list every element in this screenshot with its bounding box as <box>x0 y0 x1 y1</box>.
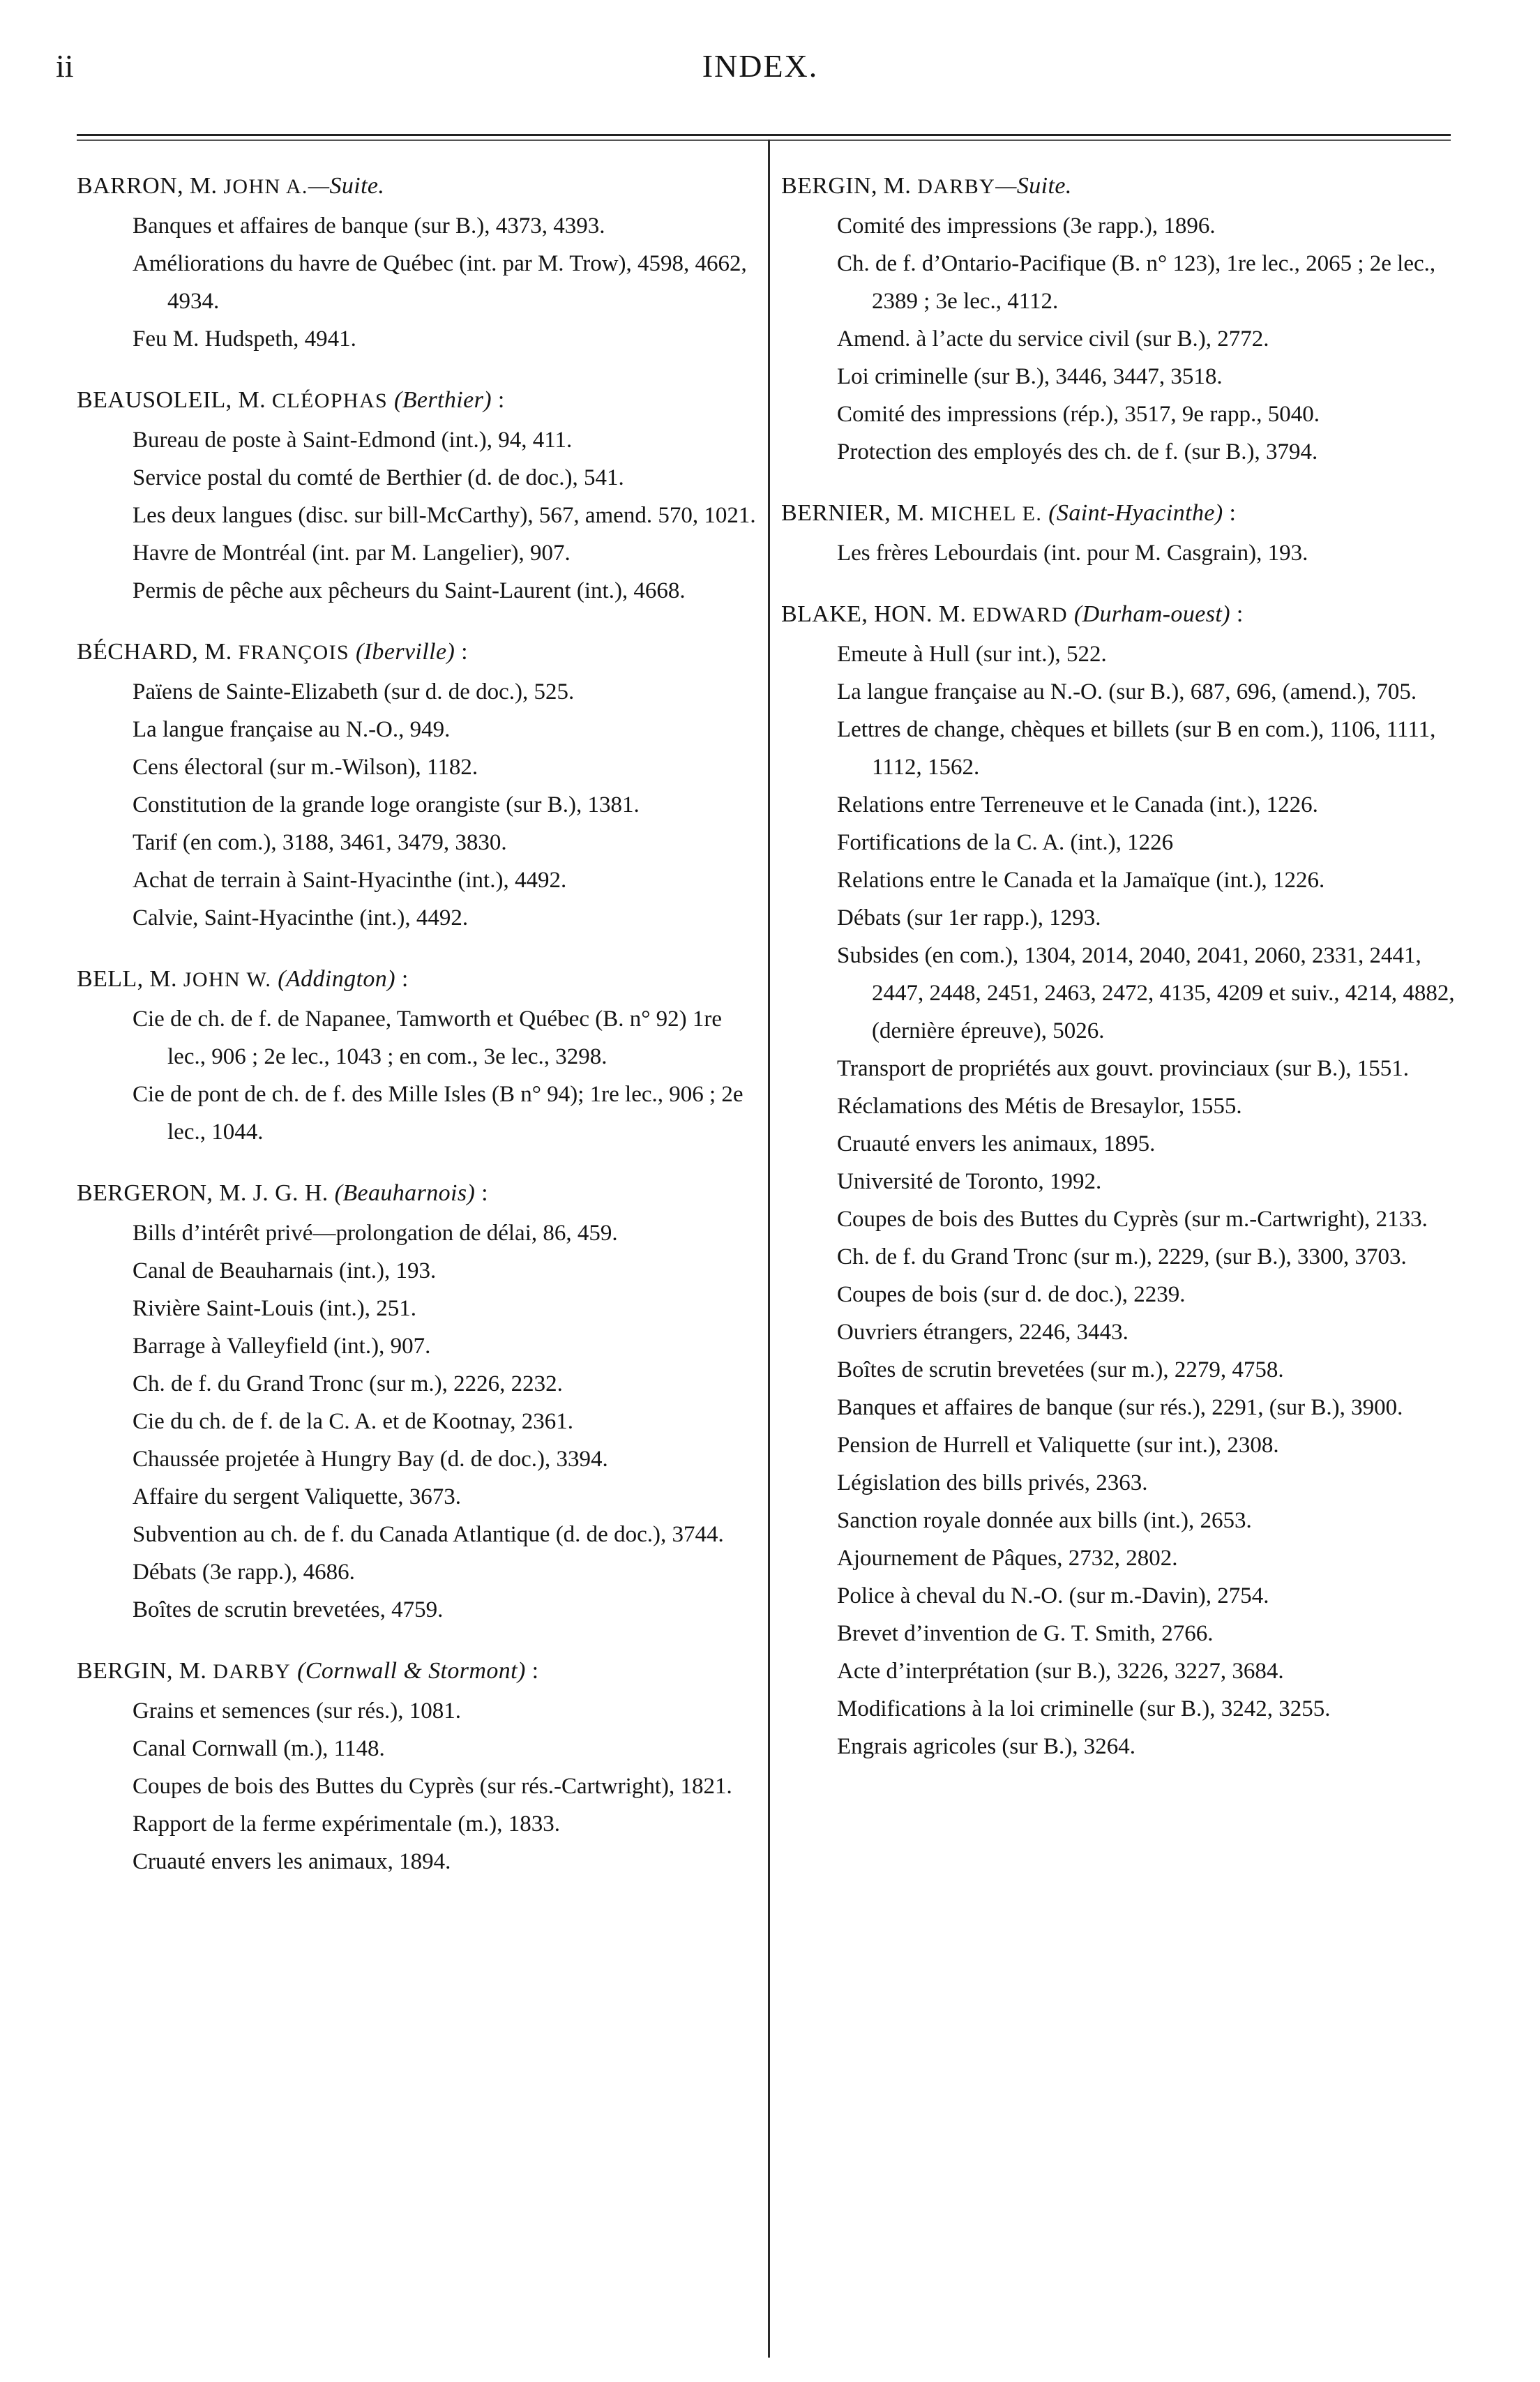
entry-subitem: Emeute à Hull (sur int.), 522. <box>837 642 1107 667</box>
entry-subitem: Affaire du sergent Valiquette, 3673. <box>133 1484 462 1509</box>
entry-subitem: Coupes de bois (sur d. de doc.), 2239. <box>837 1282 1186 1307</box>
entry-colon: : <box>475 1180 488 1206</box>
column-divider <box>768 140 770 2358</box>
entry-subitem: Cie du ch. de f. de la C. A. et de Kootnay, 2361. <box>133 1409 574 1434</box>
index-entry <box>77 633 757 937</box>
entry-subitem: Amend. à l’acte du service civil (sur B.), 2772. <box>837 326 1269 352</box>
entry-subitem: Achat de terrain à Saint-Hyacinthe (int.), 4492. <box>133 868 567 893</box>
entry-heading <box>781 495 1461 533</box>
entry-name: BERGIN, M. <box>781 173 918 199</box>
entry-subitem: Calvie, Saint-Hyacinthe (int.), 4492. <box>133 905 469 930</box>
entry-subitem: La langue française au N.-O., 949. <box>133 717 451 742</box>
entry-subitem: Boîtes de scrutin brevetées, 4759. <box>133 1597 444 1622</box>
entry-subitem: Pension de Hurrell et Valiquette (sur int.), 2308. <box>837 1433 1279 1458</box>
entry-subitem: Subsides (en com.), 1304, 2014, 2040, 2041, 2060, 2331, 2441, 2447, 2448, 2451, 2463, 2472, 4135, 4209 et suiv., 4214, 4882, (dernière épreuve), 5026. <box>837 943 1455 1043</box>
entry-name: BERGIN, M. <box>77 1658 213 1684</box>
entry-subitem: Brevet d’invention de G. T. Smith, 2766. <box>837 1621 1214 1646</box>
entry-heading <box>781 167 1461 206</box>
entry-first-name: DARBY <box>213 1660 292 1683</box>
entry-first-name: MICHEL E. <box>930 502 1043 525</box>
entry-subitem: Païens de Sainte-Elizabeth (sur d. de doc.), 525. <box>133 679 575 704</box>
entry-first-name: JOHN A. <box>223 175 308 198</box>
entry-first-name: FRANÇOIS <box>238 641 350 664</box>
entry-subitem: Coupes de bois des Buttes du Cyprès (sur m.-Cartwright), 2133. <box>837 1207 1428 1232</box>
entry-subitem: Fortifications de la C. A. (int.), 1226 <box>837 830 1174 855</box>
entry-subitem: Relations entre Terreneuve et le Canada (int.), 1226. <box>837 792 1318 817</box>
entry-subitem: Sanction royale donnée aux bills (int.), 2653. <box>837 1508 1252 1533</box>
entry-subitem: Constitution de la grande loge orangiste (sur B.), 1381. <box>133 792 640 817</box>
entry-heading <box>77 1175 757 1213</box>
entry-name: BÉCHARD, M. <box>77 639 239 665</box>
entry-first-name: EDWARD <box>972 603 1068 626</box>
entry-name: BLAKE, HON. M. <box>781 601 973 627</box>
entry-subitem: Protection des employés des ch. de f. (sur B.), 3794. <box>837 439 1318 465</box>
entry-riding: (Beauharnois) <box>328 1180 476 1206</box>
entry-subitem: Banques et affaires de banque (sur B.), 4373, 4393. <box>133 213 605 239</box>
entry-subitem: Les deux langues (disc. sur bill-McCarthy), 567, amend. 570, 1021. <box>133 503 756 528</box>
header-rule <box>77 134 1451 136</box>
entry-heading <box>77 382 757 420</box>
entry-subitem: Tarif (en com.), 3188, 3461, 3479, 3830. <box>133 830 507 855</box>
entry-subitem: Ch. de f. du Grand Tronc (sur m.), 2229, (sur B.), 3300, 3703. <box>837 1244 1407 1269</box>
entry-first-name: CLÉOPHAS <box>271 389 388 412</box>
entry-colon: : <box>525 1658 539 1684</box>
index-entry <box>77 1175 757 1629</box>
entry-subitem: Université de Toronto, 1992. <box>837 1169 1102 1194</box>
index-entry <box>77 1652 757 1880</box>
entry-subitem: Rivière Saint-Louis (int.), 251. <box>133 1296 416 1321</box>
index-entry <box>781 596 1461 1765</box>
entry-subitem: Réclamations des Métis de Bresaylor, 1555. <box>837 1094 1242 1119</box>
entry-subitem: Cruauté envers les animaux, 1894. <box>133 1849 451 1874</box>
entry-heading <box>77 167 757 206</box>
entry-name: BARRON, M. <box>77 173 224 199</box>
entry-subitem: Modifications à la loi criminelle (sur B.), 3242, 3255. <box>837 1696 1331 1721</box>
entry-subitem: Service postal du comté de Berthier (d. de doc.), 541. <box>133 465 624 490</box>
entry-subitem: Loi criminelle (sur B.), 3446, 3447, 3518. <box>837 364 1223 389</box>
entry-riding: (Berthier) <box>388 387 492 413</box>
entry-subitem: La langue française au N.-O. (sur B.), 687, 696, (amend.), 705. <box>837 679 1417 704</box>
entry-subitem: Grains et semences (sur rés.), 1081. <box>133 1698 462 1724</box>
left-column <box>77 167 757 1904</box>
entry-name: BERNIER, M. <box>781 500 931 526</box>
entry-subitem: Cens électoral (sur m.-Wilson), 1182. <box>133 755 478 780</box>
entry-colon: : <box>1223 500 1237 526</box>
header-rule-secondary <box>77 140 1451 141</box>
entry-subitem: Ch. de f. d’Ontario-Pacifique (B. n° 123), 1re lec., 2065 ; 2e lec., 2389 ; 3e lec., 4112. <box>837 251 1436 314</box>
entry-heading <box>77 633 757 672</box>
entry-subitem: Bills d’intérêt privé—prolongation de délai, 86, 459. <box>133 1221 618 1246</box>
entry-riding: (Addington) <box>271 966 395 992</box>
entry-subitem: Débats (3e rapp.), 4686. <box>133 1560 355 1585</box>
entry-name: BELL, M. <box>77 966 183 992</box>
entry-colon: : <box>455 639 468 665</box>
entry-riding: (Cornwall & Stormont) <box>291 1658 526 1684</box>
entry-subitem: Coupes de bois des Buttes du Cyprès (sur rés.-Cartwright), 1821. <box>133 1774 732 1799</box>
entry-subitem: Engrais agricoles (sur B.), 3264. <box>837 1734 1135 1759</box>
entry-subitem: Subvention au ch. de f. du Canada Atlantique (d. de doc.), 3744. <box>133 1522 724 1547</box>
index-entry <box>77 960 757 1151</box>
entry-riding: (Saint-Hyacinthe) <box>1042 500 1223 526</box>
entry-subitem: Chaussée projetée à Hungry Bay (d. de doc.), 3394. <box>133 1447 608 1472</box>
entry-subitem: Police à cheval du N.-O. (sur m.-Davin), 2754. <box>837 1583 1269 1608</box>
entry-subitem: Comité des impressions (rép.), 3517, 9e rapp., 5040. <box>837 402 1320 427</box>
entry-subitem: Havre de Montréal (int. par M. Langelier), 907. <box>133 541 571 566</box>
page-number: ii <box>56 48 74 84</box>
entry-subitem: Feu M. Hudspeth, 4941. <box>133 326 356 352</box>
entry-subitem: Canal Cornwall (m.), 1148. <box>133 1736 385 1761</box>
entry-colon: : <box>491 387 505 413</box>
entry-subitem: Boîtes de scrutin brevetées (sur m.), 2279, 4758. <box>837 1357 1284 1382</box>
entry-heading <box>77 1652 757 1691</box>
entry-heading <box>781 596 1461 634</box>
index-entry <box>77 382 757 610</box>
entry-subitem: Banques et affaires de banque (sur rés.), 2291, (sur B.), 3900. <box>837 1395 1403 1420</box>
entry-subitem: Canal de Beauharnais (int.), 193. <box>133 1258 437 1283</box>
entry-subitem: Acte d’interprétation (sur B.), 3226, 3227, 3684. <box>837 1659 1284 1684</box>
entry-suite-marker: —Suite. <box>995 173 1072 199</box>
entry-subitem: Législation des bills privés, 2363. <box>837 1470 1148 1495</box>
right-column <box>781 167 1461 1789</box>
index-entry <box>781 495 1461 572</box>
entry-subitem: Débats (sur 1er rapp.), 1293. <box>837 905 1101 930</box>
index-entry <box>781 167 1461 471</box>
entry-riding: (Iberville) <box>349 639 455 665</box>
entry-subitem: Ouvriers étrangers, 2246, 3443. <box>837 1320 1128 1345</box>
entry-subitem: Améliorations du havre de Québec (int. par M. Trow), 4598, 4662, 4934. <box>133 251 747 314</box>
entry-suite-marker: —Suite. <box>308 173 385 199</box>
entry-name: BEAUSOLEIL, M. <box>77 387 272 413</box>
entry-first-name: DARBY <box>917 175 996 198</box>
entry-colon: : <box>1230 601 1244 627</box>
entry-first-name: JOHN W. <box>183 968 272 991</box>
entry-subitem: Cie de pont de ch. de f. des Mille Isles (B n° 94); 1re lec., 906 ; 2e lec., 1044. <box>133 1082 743 1145</box>
entry-heading <box>77 960 757 999</box>
entry-subitem: Cruauté envers les animaux, 1895. <box>837 1131 1156 1156</box>
page-header <box>56 47 1465 103</box>
entry-riding: (Durham-ouest) <box>1067 601 1230 627</box>
entry-subitem: Ajournement de Pâques, 2732, 2802. <box>837 1546 1178 1571</box>
entry-subitem: Lettres de change, chèques et billets (sur B en com.), 1106, 1111, 1112, 1562. <box>837 717 1436 780</box>
entry-subitem: Barrage à Valleyfield (int.), 907. <box>133 1334 431 1359</box>
entry-subitem: Cie de ch. de f. de Napanee, Tamworth et Québec (B. n° 92) 1re lec., 906 ; 2e lec., 1043 ; en com., 3e lec., 3298. <box>133 1007 723 1069</box>
entry-subitem: Rapport de la ferme expérimentale (m.), 1833. <box>133 1811 561 1837</box>
entry-subitem: Relations entre le Canada et la Jamaïque (int.), 1226. <box>837 868 1325 893</box>
entry-subitem: Comité des impressions (3e rapp.), 1896. <box>837 213 1216 239</box>
page-title: INDEX. <box>702 48 819 84</box>
entry-name: BERGERON, M. J. G. H. <box>77 1180 329 1206</box>
entry-subitem: Transport de propriétés aux gouvt. provinciaux (sur B.), 1551. <box>837 1056 1409 1081</box>
entry-subitem: Permis de pêche aux pêcheurs du Saint-Laurent (int.), 4668. <box>133 578 686 603</box>
entry-subitem: Les frères Lebourdais (int. pour M. Casgrain), 193. <box>837 541 1308 566</box>
entry-colon: : <box>395 966 409 992</box>
entry-subitem: Ch. de f. du Grand Tronc (sur m.), 2226, 2232. <box>133 1371 563 1396</box>
entry-subitem: Bureau de poste à Saint-Edmond (int.), 94, 411. <box>133 428 573 453</box>
index-entry <box>77 167 757 358</box>
